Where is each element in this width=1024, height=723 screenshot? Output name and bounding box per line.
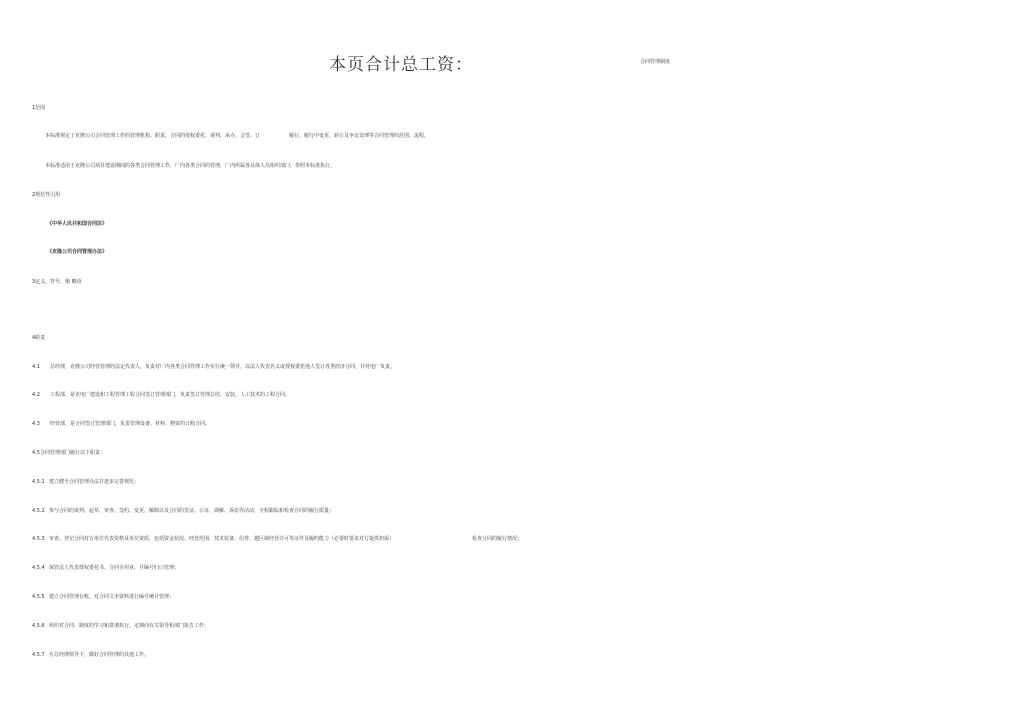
clause-text: 建立合同管理台账，对合同文本资料进行编号统计管理； xyxy=(49,594,175,600)
section-2-heading: 2规范性引用 xyxy=(32,192,61,198)
section-4-heading: 4职责 xyxy=(32,335,46,341)
clause-4-5-7 xyxy=(32,652,149,659)
clause-4-2 xyxy=(32,392,290,399)
clause-number: 4.5.5 xyxy=(32,594,45,600)
page-title: 本页合计总工资： xyxy=(329,55,473,75)
clause-4-3 xyxy=(32,421,210,428)
clause-number: 4.3 xyxy=(32,421,40,427)
clause-4-5-2 xyxy=(32,508,334,515)
clause-4-5-heading: 4.5合同管理部门履行以下职责： xyxy=(32,450,105,456)
clause-number: 4.5.1 xyxy=(32,479,45,485)
clause-number: 4.2 xyxy=(32,392,40,398)
clause-4-5-4 xyxy=(32,565,179,572)
clause-text: 在总经理领导下，做好合同管理的其他工作。 xyxy=(49,652,150,658)
clause-number: 4.5.6 xyxy=(32,623,45,629)
reference-2: 《克隆公司合同管理办法》 xyxy=(47,249,108,255)
clause-number: 4.5.3 xyxy=(32,536,45,542)
clause-text: 审查、登记合同对方单位代表资格及单位资质，包括资金状况、经营范围、技术装备、信誉、越区域经营许可等证件及履约能力（必要时要求对方提供担保） xyxy=(49,536,395,542)
reference-1: 《中华人民共和国合同法》 xyxy=(47,221,108,227)
clause-4-5-1 xyxy=(32,479,139,486)
clause-text: 总经理，克隆公司经营管理的法定代表人，负责对厂内各类合同管理工作实行统一领导，以法人代表名义或授权委托他人签订各类经济合同，并对电厂负责。 xyxy=(50,364,396,370)
section-3-line: 3定义、符号、缩 略语 xyxy=(32,279,82,285)
section-1-paragraph-2: 本标准适用于克隆公司项目建设期间的各类合同管理工作，厂内各类合同的管理，厂内所属各具体人员组织部门、参照本标准执行。 xyxy=(45,163,336,169)
clause-text: 组织对合同、制度的学习和贯彻执行，定期向有关领导和部门报告工作； xyxy=(49,623,210,629)
section-1-paragraph-1-part-b: 履行、履行中变更、转让及争议处理等合同管理的范围、流程， xyxy=(289,133,430,139)
clause-text: 参与合同的谈判、起草、审查、签约、变更、解除以及合同的签证、公证、调解、诉讼等活动，全程跟踪和检查合同的履行质量； xyxy=(49,508,335,514)
clause-number: 4.5.2 xyxy=(32,508,45,514)
clause-4-5-5 xyxy=(32,594,174,601)
clause-4-5-3 xyxy=(32,536,394,543)
clause-4-5-3-continuation: 检查合同的履行情况； xyxy=(472,536,523,542)
clause-text: 经营部，是合同签订管理部门，负责管理设备、材料、物资的订购合同。 xyxy=(50,421,211,427)
clause-text: 保管法人代表授权委托书、合同专用章，并编号归口管理； xyxy=(49,565,180,571)
clause-4-1 xyxy=(32,364,395,371)
clause-4-5-6 xyxy=(32,623,209,630)
clause-number: 4.1 xyxy=(32,364,40,370)
section-1-heading: 1范围 xyxy=(32,105,46,111)
document-tag: 合同管理制度 xyxy=(640,59,671,65)
section-1-paragraph-1-part-a: 本标准规定了克隆公司合同管理工作的管理机构、职责、合同的授权委托、谈判、承办、会签、订 xyxy=(45,133,261,139)
clause-text: 建立健全合同管理办法并逐步完善规范； xyxy=(49,479,140,485)
clause-number: 4.5.7 xyxy=(32,652,45,658)
clause-text: 工程部，是克电厂建设和工程管理工程合同签订管理部门，负责签订管理总结、安装、人工技术的工程合同。 xyxy=(50,392,291,398)
clause-number: 4.5.4 xyxy=(32,565,45,571)
